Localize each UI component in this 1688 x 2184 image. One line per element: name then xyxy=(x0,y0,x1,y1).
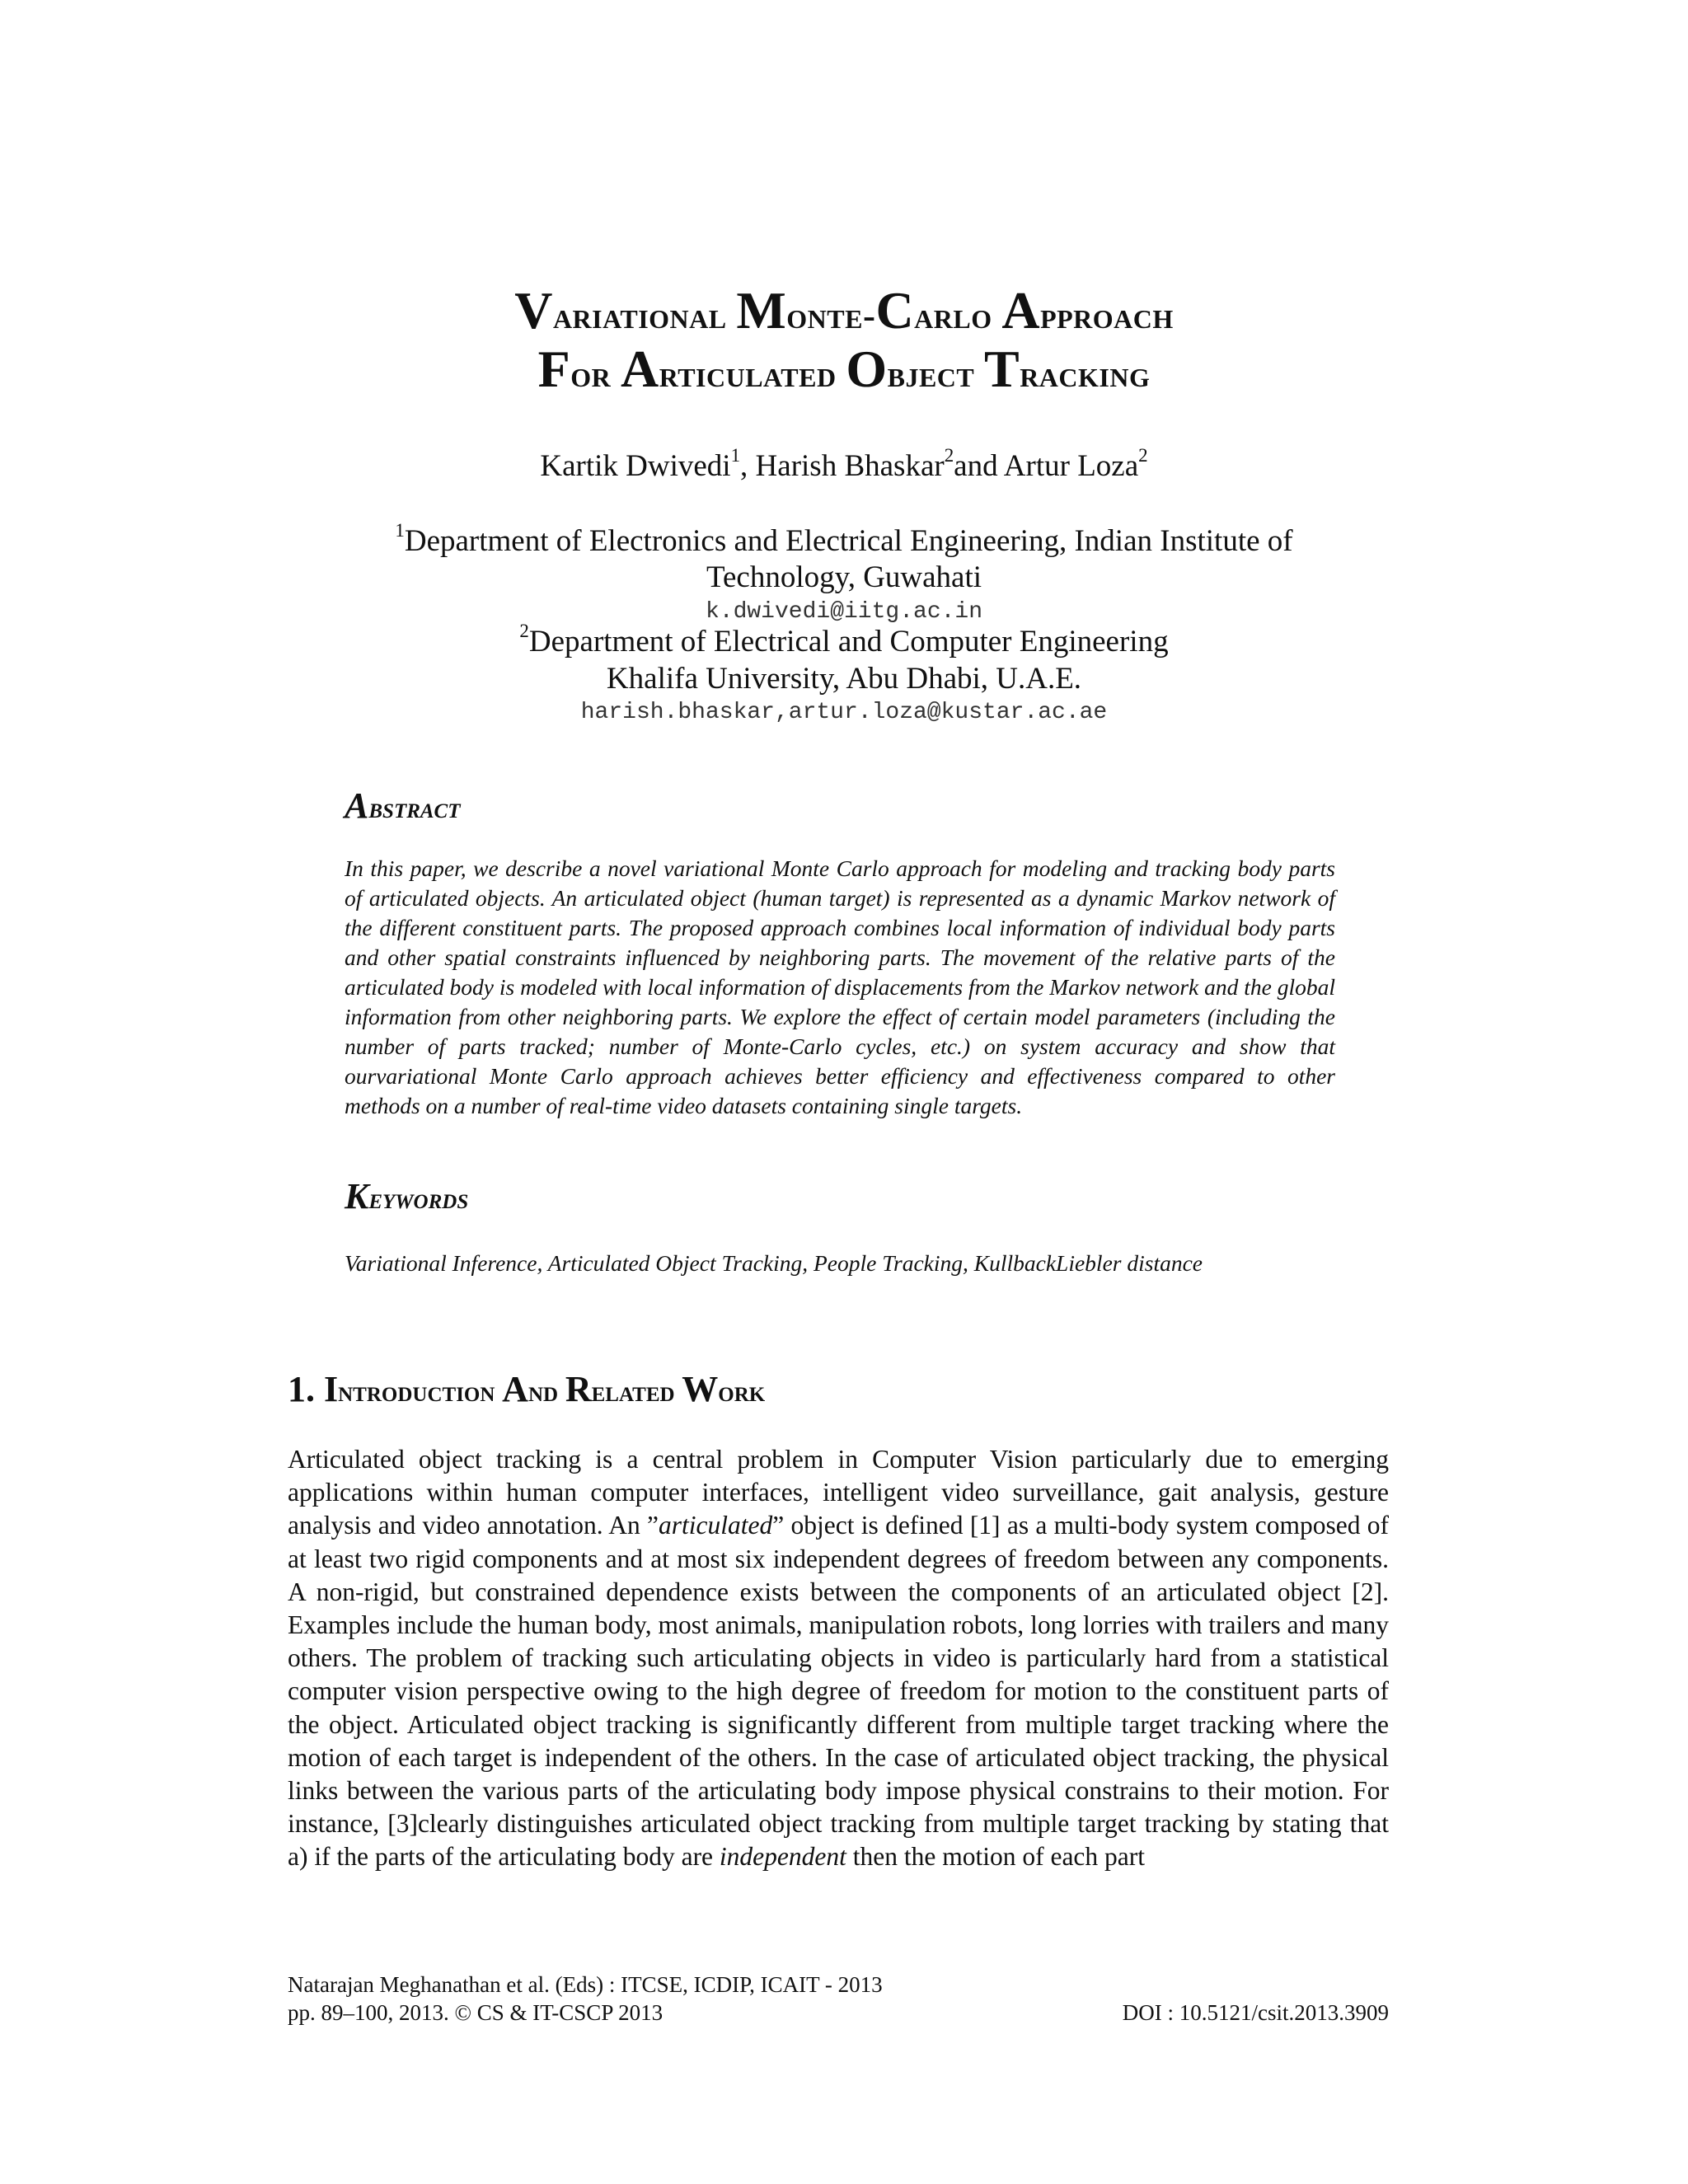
affiliation-1-line-2: Technology, Guwahati xyxy=(706,560,982,594)
footer-pages xyxy=(288,1999,1389,2027)
affiliation-2-line-1: $^2$Department of Electrical and Computer Engineering xyxy=(519,621,1169,658)
section-heading-introduction: 1. Introduction And Related Work xyxy=(288,1369,766,1409)
abstract-text: In this paper, we describe a novel variational Monte Carlo approach for modeling and tracking body parts of articulated objects. An articulated object (human target) is represented as a dynamic Markov network of the different constituent parts. The proposed approach combines local information of individual body parts and other spatial constraints influenced by neighboring parts. The movement of the relative parts of the articulated body is modeled with local information of displacements from the Markov network and the global information from other neighboring parts. We explore the effect of certain model parameters (including the number of parts tracked; number of Monte-Carlo cycles, etc.) on system accuracy and show that ourvariational Monte Carlo approach achieves better efficiency and effectiveness compared to other methods on a number of real-time video datasets containing single targets. xyxy=(345,855,1335,1118)
affiliation-2-email: harish.bhaskar,artur.loza@kustar.ac.ae xyxy=(580,700,1108,725)
paper-title-line-2: For Articulated Object Tracking xyxy=(537,340,1151,398)
footer-proceedings: Natarajan Meghanathan et al. (Eds) : ITCSE, ICDIP, ICAIT - 2013 xyxy=(288,1972,883,1997)
affiliation-1-line-1: $^1$Department of Electronics and Electrical Engineering, Indian Institute of xyxy=(395,520,1293,558)
keywords-heading: Keywords xyxy=(345,1176,469,1216)
affiliation-2-line-2: Khalifa University, Abu Dhabi, U.A.E. xyxy=(606,662,1082,696)
footer-copyright: pp. 89–100, 2013. © CS & IT-CSCP 2013 xyxy=(288,2000,663,2025)
footer-doi: DOI : 10.5121/csit.2013.3909 xyxy=(1122,2000,1389,2025)
affiliation-1-email: k.dwivedi@iitg.ac.in xyxy=(705,599,983,625)
author-name: Kartik Dwivedi xyxy=(540,449,731,483)
introduction-paragraph: Articulated object tracking is a central problem in Computer Vision particularly due to emerging applications within human computer interfaces, intelligent video surveillance, gait analysis, gesture analysis and video annotation. An ”articulated” object is defined [1] as a multi-body system composed of at least two rigid components and at most six independent degrees of freedom between any components. A non-rigid, but constrained dependence exists between the components of an articulated object [2]. Examples include the human body, most animals, manipulation robots, long lorries with trailers and many others. The problem of tracking such articulating objects in video is particularly hard from a statistical computer vision perspective owing to the high degree of freedom for motion to the constituent parts of the object. Articulated object tracking is significantly different from multiple target tracking where the motion of each target is independent of the others. In the case of articulated object tracking, the physical links between the various parts of the articulating body impose physical constrains to their motion. For instance, [3]clearly distinguishes articulated object tracking from multiple target tracking by stating that a) if the parts of the articulating body are independent then the motion of each part xyxy=(288,1445,1389,1872)
paper-title-line-1: Variational Monte-Carlo Approach xyxy=(514,281,1174,340)
author-list: Kartik Dwivedi$^1$, Harish Bhaskar$^2$and Artur Loza$^2$ xyxy=(540,445,1148,483)
keywords-text: Variational Inference, Articulated Object Tracking, People Tracking, KullbackLiebler distance xyxy=(345,1250,1203,1276)
abstract-heading: Abstract xyxy=(345,785,461,826)
author-name: Artur Loza xyxy=(1003,449,1139,483)
author-name: Harish Bhaskar xyxy=(755,449,945,483)
